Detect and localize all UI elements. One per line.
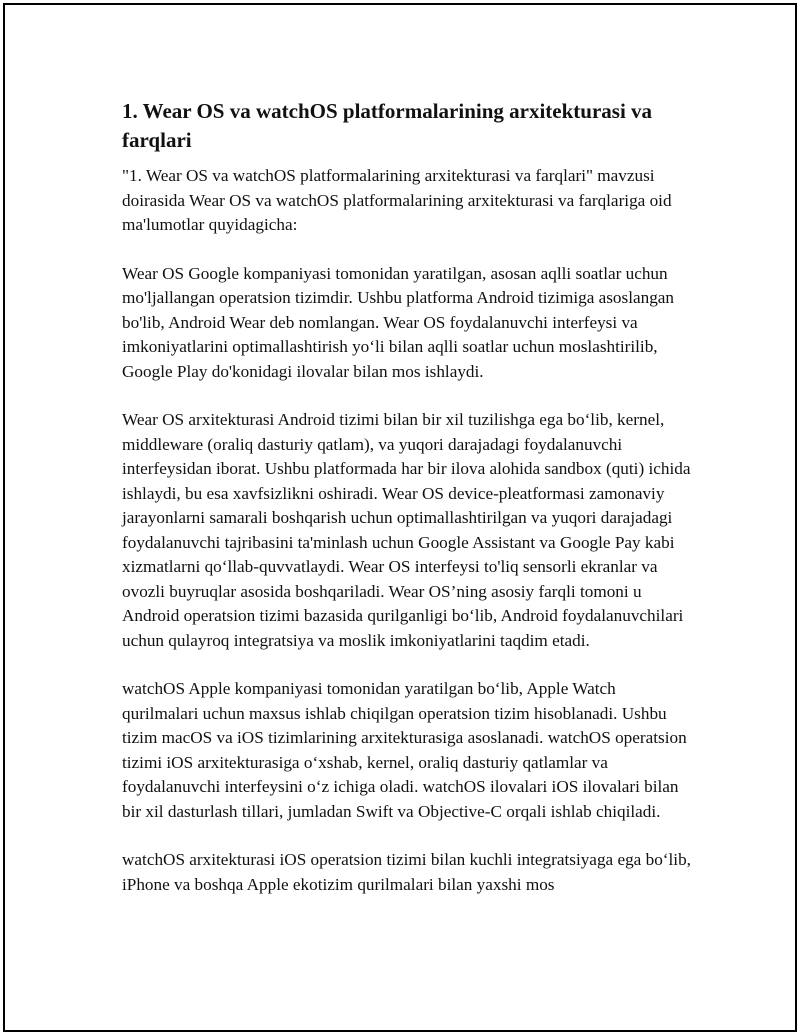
paragraph-watchos-architecture: watchOS arxitekturasi iOS operatsion tizimi bilan kuchli integratsiyaga ega bo‘lib, iPhone va boshqa Apple ekotizim qurilmalari bilan yaxshi mos (122, 850, 691, 894)
paragraph-wear-os-architecture: Wear OS arxitekturasi Android tizimi bilan bir xil tuzilishga ega bo‘lib, kernel, middleware (oraliq dasturiy qatlam), va yuqori darajadagi foydalanuvchi interfeysidan iborat. Ushbu platformada har bir ilova alohida sandbox (quti) ichida ishlaydi, bu esa xavfsizlikni oshiradi. Wear OS device-pleatformasi zamonaviy jarayonlarni samarali boshqarish uchun optimallashtirilgan va yuqori darajadagi foydalanuvchi tajribasini ta'minlash uchun Google Assistant va Google Pay kabi xizmatlarni qo‘llab-quvvatlaydi. Wear OS interfeysi to'liq sensorli ekranlar va ovozli buyruqlar asosida boshqariladi. Wear OS’ning asosiy farqli tomoni u Android operatsion tizimi bazasida qurilganligi bo‘lib, Android foydalanuvchilari uchun qulayroq integratsiya va moslik imkoniyatlarini taqdim etadi. (122, 410, 691, 650)
page-frame (3, 3, 797, 1032)
section-heading: 1. Wear OS va watchOS platformalarining arxitekturasi va farqlari (122, 99, 653, 152)
document-body (122, 97, 694, 921)
paragraph-wear-os-overview: Wear OS Google kompaniyasi tomonidan yaratilgan, asosan aqlli soatlar uchun mo'ljallangan operatsion tizimdir. Ushbu platforma Android tizimiga asoslangan bo'lib, Android Wear deb nomlangan. Wear OS foydalanuvchi interfeysi va imkoniyatlarini optimallashtirish yo‘li bilan aqlli soatlar uchun moslashtirilib, Google Play do'konidagi ilovalar bilan mos ishlaydi. (122, 263, 675, 381)
paragraph-watchos-overview: watchOS Apple kompaniyasi tomonidan yaratilgan bo‘lib, Apple Watch qurilmalari uchun maxsus ishlab chiqilgan operatsion tizim hisoblanadi. Ushbu tizim macOS va iOS tizimlarining arxitekturasiga asoslanadi. watchOS operatsion tizimi iOS arxitekturasiga o‘xshab, kernel, oraliq dasturiy qatlamlar va foydalanuvchi interfeysini o‘z ichiga oladi. watchOS ilovalari iOS ilovalari bilan bir xil dasturlash tillari, jumladan Swift va Objective-C orqali ishlab chiqiladi. (122, 679, 687, 821)
paragraph-intro: "1. Wear OS va watchOS platformalarining arxitekturasi va farqlari" mavzusi doirasida Wear OS va watchOS platformalarining arxitekturasi va farqlariga oid ma'lumotlar quyidagicha: (122, 166, 672, 234)
